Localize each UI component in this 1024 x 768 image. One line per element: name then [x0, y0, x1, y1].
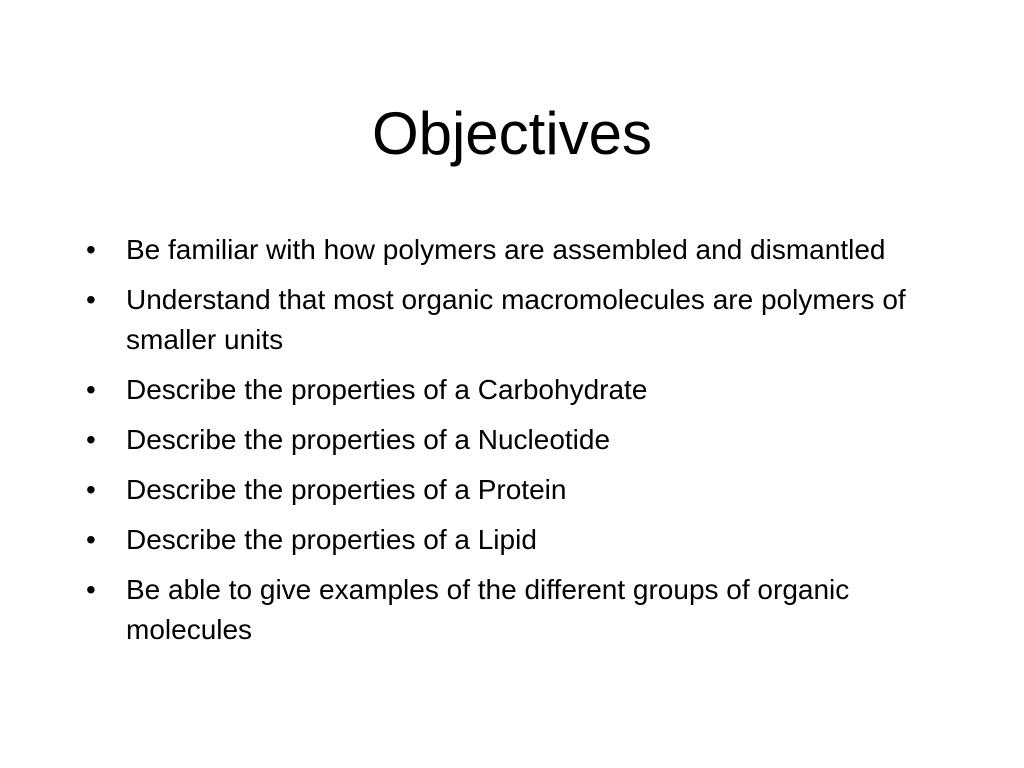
list-item-text: Describe the properties of a Nucleotide — [126, 424, 611, 455]
bullet-icon: • — [86, 574, 96, 605]
list-item — [86, 280, 946, 360]
list-item — [86, 570, 946, 650]
list-item-text: Describe the properties of a Carbohydrate — [126, 374, 648, 405]
list-item — [86, 420, 946, 460]
list-item — [86, 370, 946, 410]
list-item-text: Describe the properties of a Protein — [126, 474, 567, 505]
list-item-text: Be familiar with how polymers are assembled and dismantled — [126, 234, 886, 265]
slide-title: Objectives — [371, 100, 653, 167]
bullet-icon: • — [86, 374, 96, 405]
list-item — [86, 520, 946, 560]
bullet-icon: • — [86, 424, 96, 455]
list-item — [86, 230, 946, 270]
list-item-text: Understand that most organic macromolecules are polymers of smaller units — [126, 284, 906, 355]
bullet-icon: • — [86, 284, 96, 315]
bullet-icon: • — [86, 474, 96, 505]
bullet-icon: • — [86, 524, 96, 555]
list-item — [86, 470, 946, 510]
bullet-icon: • — [86, 234, 96, 265]
list-item-text: Be able to give examples of the different groups of organic molecules — [126, 574, 850, 645]
objectives-list — [86, 230, 946, 660]
list-item-text: Describe the properties of a Lipid — [126, 524, 537, 555]
